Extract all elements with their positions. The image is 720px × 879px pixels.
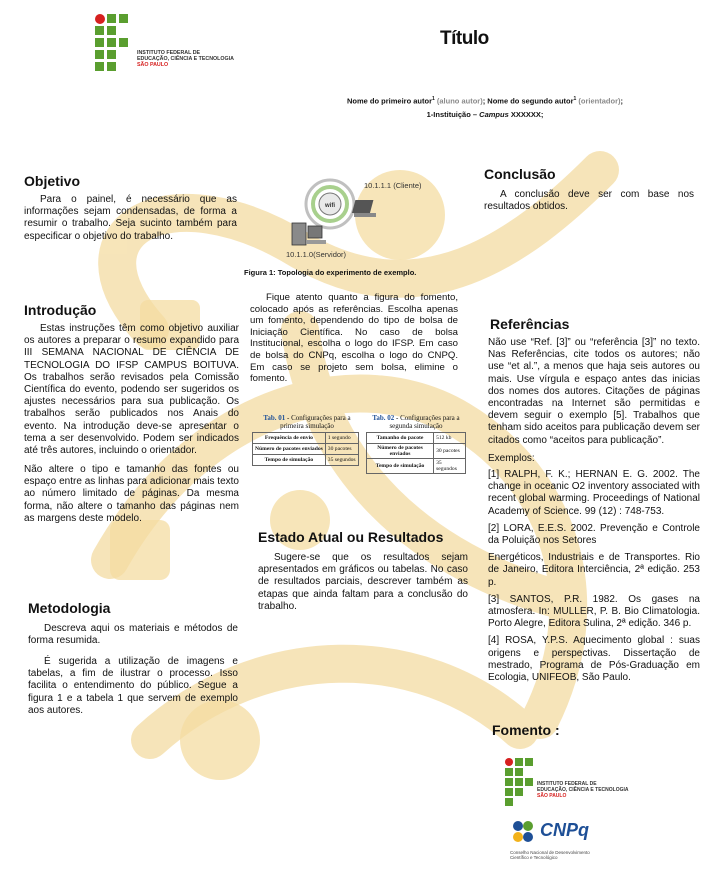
reference-item-1: [1] RALPH, F. K.; HERNAN E. G. 2002. The change in oceanic O2 inventory associated with recent global warming. Proceedings of National Academy of Science. 99 (12) : 748-753. xyxy=(488,469,700,517)
logo-square xyxy=(505,798,513,806)
ifsp-logo-fomento xyxy=(505,758,655,806)
reference-item-2: [2] LORA, E.E.S. 2002. Prevenção e Controle da Poluição nos Setores xyxy=(488,522,700,547)
table-cell: 30 pacotes xyxy=(325,444,358,455)
estado-heading: Estado Atual ou Resultados xyxy=(258,529,444,545)
table-row xyxy=(253,455,359,466)
cnpq-wordmark: CNPq xyxy=(540,820,589,840)
table-2-grid xyxy=(366,432,466,474)
author-first: Nome do primeiro autor xyxy=(346,96,432,106)
logo-square xyxy=(515,778,523,786)
table-row xyxy=(367,459,466,474)
logo-square xyxy=(505,768,513,776)
logo-dot-red xyxy=(505,758,513,766)
logo-square xyxy=(107,26,116,35)
introducao-p1: Estas instruções têm como objetivo auxiliar os autores a preparar o resumo expandido para III SEMANA NACIONAL DE CIÊNCIA DE TECNOLOGIA DO IFSP CAMPUS BOITUVA. Os trabalhos serão revisados pela Comissão Científica do evento, podendo ser sugeridos os ajustes necessários para sua publicação. Os trabalhos serão publicados nos Anais do evento. Na introdução deve-se apresentar o tema a ser desenvolvido. Podem ser indicados até três autores, incluindo o orientador. xyxy=(24,323,239,457)
table-cell: Frequência de envio xyxy=(253,433,326,444)
referencias-body xyxy=(488,337,700,684)
objetivo-heading: Objetivo xyxy=(24,173,81,189)
reference-item-4: [4] ROSA, Y.P.S. Aquecimento global : suas origens e perspectivas. Dissertação de mestrado, Programa de Pós-Graduação em Ecologia, UNIFEOB, São Paulo. xyxy=(488,635,700,684)
logo-text-line2: EDUCAÇÃO, CIÊNCIA E TECNOLOGIA xyxy=(137,56,234,62)
table-row xyxy=(253,433,359,444)
estado-text: Sugere-se que os resultados sejam apresentados em gráficos ou tabelas. No caso de resultados parciais, descrever também as etapas que ainda faltam para a conclusão do trabalho. xyxy=(258,552,468,612)
author-first-role: (aluno autor) xyxy=(436,96,483,106)
ifsp-logo-header xyxy=(95,14,245,74)
table-2-label: Tab. 02 xyxy=(372,414,395,422)
table-1-caption xyxy=(252,414,362,430)
affiliation-suffix: XXXXXX; xyxy=(508,110,544,119)
table-row xyxy=(367,433,466,444)
affiliation-prefix: 1-Instituição – xyxy=(426,110,480,119)
introducao-heading: Introdução xyxy=(24,302,97,318)
logo-square xyxy=(525,758,533,766)
table-row xyxy=(367,444,466,459)
referencias-p1: Não use “Ref. [3]” ou “referência [3]” no texto. Nas Referências, cite todos os autores; não use “et al.”, a menos que haja seis autores ou mais. Use vírgula e espaço antes das inicias dos nomes dos autores. Citações de páginas encontradas na Internet são permitidas e devem seguir o exemplo [5]. Trabalhos que tenham sido aceitos para publicação devem ser citados como “aceitos para publicação”. xyxy=(488,337,700,446)
svg-text:wifi: wifi xyxy=(325,203,335,209)
table-2-caption-text: - Configurações para a segunda simulação xyxy=(389,414,460,430)
table-cell: 35 segundos xyxy=(325,455,358,466)
logo-square xyxy=(95,62,104,71)
logo-text-line3: SÃO PAULO xyxy=(537,792,567,799)
table-cell: 35 segundos xyxy=(434,459,466,474)
table-cell: Tempo de simulação xyxy=(367,459,434,474)
conclusao-heading: Conclusão xyxy=(484,166,556,182)
logo-text-line1: INSTITUTO FEDERAL DE xyxy=(537,781,597,787)
server-label: 10.1.1.0(Servidor) xyxy=(286,250,347,259)
logo-text-line2: EDUCAÇÃO, CIÊNCIA E TECNOLOGIA xyxy=(537,786,629,793)
author-end: ; xyxy=(620,96,624,106)
table-1 xyxy=(252,414,362,466)
figure-caption: Figura 1: Topologia do experimento de exemplo. xyxy=(244,268,417,277)
table-cell: Número de pacotes enviados xyxy=(253,444,326,455)
logo-square xyxy=(525,778,533,786)
logo-square xyxy=(119,38,128,47)
logo-square xyxy=(95,26,104,35)
table-1-caption-text: - Configurações para a primeira simulação xyxy=(280,414,351,430)
logo-square xyxy=(95,50,104,59)
author-second-sup: 1 xyxy=(573,96,577,102)
table-cell: 30 pacotes xyxy=(434,444,466,459)
logo-dot-red xyxy=(95,14,105,24)
logo-square xyxy=(107,62,116,71)
figure-note-text: Fique atento quanto a figura do fomento, colocado após as referências. Escolha apenas um fomento, dependendo do tipo de bolsa de Iniciação Científica. No caso de bolsa Institucional, escolha o logo do IFSP. Em caso de bolsa do CNPq, escolha o logo do CNPQ. Em caso se projeto sem bolsa, elimine o fomento. xyxy=(250,292,458,385)
conclusao-text: A conclusão deve ser com base nos resultados obtidos. xyxy=(484,189,694,213)
logo-square xyxy=(119,14,128,23)
cnpq-subtitle-line1: Conselho Nacional de Desenvolvimento xyxy=(510,850,590,855)
metodologia-p2: É sugerida a utilização de imagens e tabelas, a fim de ilustrar o processo. Isso facilita o entendimento do público. Segue a figura 1 e a tabela 1 que servem de exemplo aos autores. xyxy=(28,656,238,716)
client-label: 10.1.1.1 (Cliente) xyxy=(364,181,422,190)
referencias-examples: Exemplos: xyxy=(488,452,535,464)
logo-text-line3: SÃO PAULO xyxy=(137,62,169,68)
author-first-sup: 1 xyxy=(432,96,435,102)
author-second-role: (orientador) xyxy=(578,96,621,106)
page-title: Título xyxy=(440,28,489,49)
cnpq-emblem-icon xyxy=(508,818,538,846)
referencias-heading: Referências xyxy=(490,316,570,332)
objetivo-text: Para o painel, é necessário que as informações sejam condensadas, de forma a resumir o trabalho. Seja sucinto também para especificar o objetivo do trabalho. xyxy=(24,194,237,242)
logo-square xyxy=(515,788,523,796)
network-figure xyxy=(284,168,434,263)
fomento-heading: Fomento : xyxy=(492,722,560,738)
logo-square xyxy=(515,768,523,776)
table-cell: 512 kb xyxy=(434,433,466,444)
logo-square xyxy=(107,50,116,59)
author-second: Nome do segundo autor xyxy=(487,96,574,106)
affiliation-line xyxy=(320,110,650,119)
authors-line xyxy=(300,96,670,106)
cnpq-subtitle-line2: Científico e Tecnológico xyxy=(510,855,558,860)
metodologia-p1: Descreva aqui os materiais e métodos de forma resumida. xyxy=(28,623,238,647)
cnpq-logo xyxy=(508,818,638,868)
metodologia-heading: Metodologia xyxy=(28,600,111,616)
author-sep: ; xyxy=(482,96,488,106)
table-cell: Tamanho do pacote xyxy=(367,433,434,444)
reference-item-3: [3] SANTOS, P.R. 1982. Os gases na atmosfera. In: MULLER, P. B. Bio Climatologia. Porto Alegre, Editora Sulina, 2ª edição. 346 p. xyxy=(488,593,700,630)
affiliation-campus: Campus xyxy=(479,110,509,119)
table-cell: Tempo de simulação xyxy=(253,455,326,466)
logo-square xyxy=(515,758,523,766)
logo-square xyxy=(107,38,116,47)
table-1-grid xyxy=(252,432,359,466)
table-2-caption xyxy=(366,414,466,430)
reference-item-2-cont: Energéticos, Industriais e de Transportes. Rio de Janeiro, Editora Interciência, 2ª edição. 253 p. xyxy=(488,552,700,588)
logo-square xyxy=(505,778,513,786)
logo-square xyxy=(107,14,116,23)
logo-square xyxy=(95,38,104,47)
introducao-p2: Não altere o tipo e tamanho das fontes ou espaço entre as linhas para adicionar mais texto ao número limitado de páginas. Da mesma forma, não altere o tamanho das páginas nem as margens deste modelo. xyxy=(24,464,239,524)
table-1-label: Tab. 01 xyxy=(263,414,286,422)
table-row xyxy=(253,444,359,455)
logo-text-line1: INSTITUTO FEDERAL DE xyxy=(137,50,201,56)
logo-square xyxy=(505,788,513,796)
table-cell: Número de pacotes enviados xyxy=(367,444,434,459)
table-2 xyxy=(366,414,466,474)
table-cell: 1 segundo xyxy=(325,433,358,444)
